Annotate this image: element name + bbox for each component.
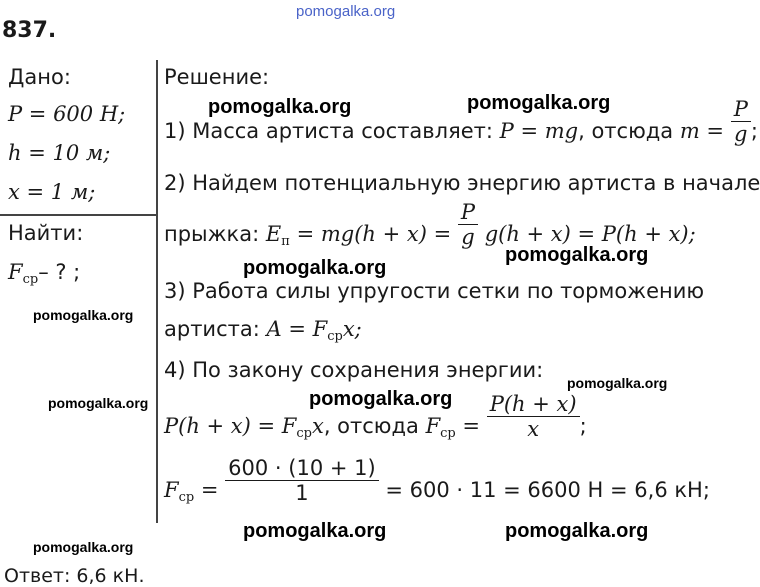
- fraction-denominator: g: [461, 224, 475, 249]
- step-1-fraction: [731, 97, 751, 146]
- fraction-numerator: P(h + x): [487, 392, 580, 417]
- given-title: Дано:: [8, 65, 71, 89]
- step-3-line-2: артиста: $A = F_{ср}x$;: [164, 317, 362, 344]
- step-2-fraction: [458, 200, 478, 249]
- step-4-line-2: $P(h + x) = F_{ср}x$, отсюда $F_{ср}$ = $\frac{P(h + x)}{x}$ ;: [164, 391, 587, 441]
- watermark: pomogalka.org: [567, 375, 668, 391]
- watermark: pomogalka.org: [48, 395, 149, 411]
- fraction-denominator: x: [527, 416, 540, 441]
- step-1-end: ;: [750, 119, 758, 143]
- fraction-denominator: g: [734, 121, 748, 146]
- fraction-denominator: 1: [295, 480, 309, 505]
- horizontal-divider: [0, 214, 156, 216]
- step-4-line-1: 4) По закону сохранения энергии:: [164, 358, 544, 382]
- step-1-then: , отсюда: [578, 119, 674, 143]
- watermark: pomogalka.org: [505, 244, 649, 266]
- fraction-numerator: 600 · (10 + 1): [225, 456, 379, 481]
- given-p: P = 600 Н;: [8, 102, 126, 126]
- step-3-text: артиста:: [164, 317, 260, 341]
- watermark: pomogalka.org: [33, 307, 134, 323]
- calculation-line: $F_{ср}$ = $\frac{600 \cdot (10 + 1)}{1}$ = 600 · 11 = 6600 Н = 6,6 кН;: [164, 455, 710, 505]
- watermark: pomogalka.org: [243, 520, 387, 542]
- find-unknown: – ? ;: [38, 260, 81, 284]
- fraction-numerator: P: [458, 200, 478, 225]
- solution-title: Решение:: [164, 65, 270, 89]
- watermark: pomogalka.org: [33, 539, 134, 555]
- calc-rhs: = 600 · 11 = 6600 Н = 6,6 кН;: [385, 478, 710, 502]
- step-4-fraction: [487, 392, 580, 441]
- step-1-eq: P = mg: [499, 119, 579, 143]
- watermark: pomogalka.org: [208, 96, 352, 118]
- watermark: pomogalka.org: [243, 257, 387, 279]
- vertical-divider: [156, 60, 158, 523]
- step-2-rhs: g(h + x) = P(h + x);: [484, 222, 696, 246]
- problem-number: 837.: [2, 18, 57, 43]
- step-1-m: m =: [679, 119, 725, 143]
- calc-fraction: [225, 456, 379, 505]
- answer: Ответ: 6,6 кН.: [4, 565, 145, 587]
- step-2-lhs: = mg(h + x) =: [296, 222, 452, 246]
- watermark: pomogalka.org: [467, 92, 611, 114]
- step-4-lhs: P(h + x) =: [164, 414, 276, 438]
- step-4-end: ;: [579, 414, 587, 438]
- step-3-eq: A =: [266, 317, 306, 341]
- step-4-then: , отсюда: [323, 414, 419, 438]
- step-1-text: 1) Масса артиста составляет:: [164, 119, 493, 143]
- watermark: pomogalka.org: [309, 388, 453, 410]
- step-2-line-1: 2) Найдем потенциальную энергию артиста в начале: [164, 171, 760, 195]
- step-2-text: прыжка:: [164, 222, 260, 246]
- find-value: $F_{ср}-$ ? ;: [8, 260, 81, 287]
- given-x: x = 1 м;: [8, 180, 96, 204]
- find-title: Найти:: [8, 221, 84, 245]
- step-3-line-1: 3) Работа силы упругости сетки по торможению: [164, 279, 705, 303]
- fraction-numerator: P: [731, 97, 751, 122]
- watermark: pomogalka.org: [505, 520, 649, 542]
- site-header: pomogalka.org: [296, 3, 396, 20]
- step-2-line-2: прыжка: $E_п = mg(h + x)$ = $\frac{P}{g}$ g(h + x) = P(h + x);: [164, 199, 696, 249]
- given-h: h = 10 м;: [8, 141, 111, 165]
